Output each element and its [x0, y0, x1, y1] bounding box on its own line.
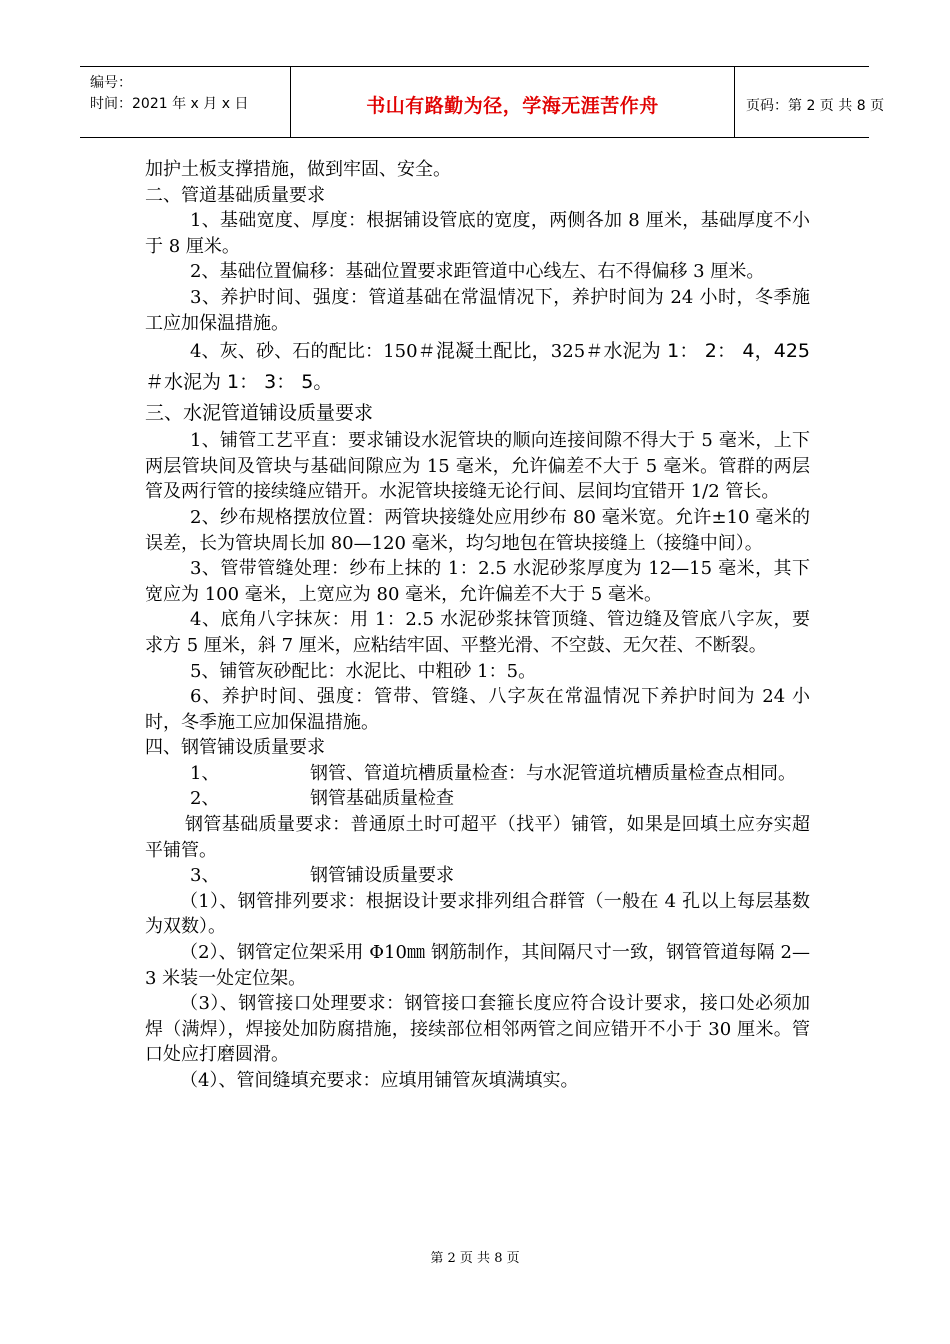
- list-text: 钢管基础质量检查: [310, 788, 454, 810]
- paragraph: 3、管带管缝处理：纱布上抹的 1：2.5 水泥砂浆厚度为 12—15 毫米，其下宽应为 100 毫米，上宽应为 80 毫米，允许偏差不大于 5 毫米。: [145, 558, 810, 605]
- document-body: [145, 157, 810, 1094]
- list-text: 钢管、管道坑槽质量检查：与水泥管道坑槽质量检查点相同。: [310, 762, 796, 784]
- paragraph: 4、底角八字抹灰：用 1：2.5 水泥砂浆抹管顶缝、管边缝及管底八字灰，要求方 5 厘米，斜 7 厘米，应粘结牢固、平整光滑、不空鼓、无欠茬、不断裂。: [145, 609, 810, 656]
- mix-ratio-part: 水泥为 1： 2： 4，425＃水泥为 1： 3： 5。: [145, 340, 810, 394]
- paragraph: （1）、钢管排列要求：根据设计要求排列组合群管（一般在 4 孔以上每层基数为双数）。: [145, 890, 810, 938]
- list-item: [145, 863, 810, 889]
- paragraph: （2）、钢管定位架采用 Φ10㎜ 钢筋制作，其间隔尺寸一致，钢管管道每隔 2—3 米装一处定位架。: [145, 942, 810, 989]
- list-item: [145, 786, 810, 812]
- list-item: [145, 761, 810, 787]
- header-meta-cell: [80, 67, 290, 137]
- paragraph: 1、基础宽度、厚度：根据铺设管底的宽度，两侧各加 8 厘米，基础厚度不小于 8 厘米。: [145, 210, 810, 257]
- paragraph: 3、养护时间、强度：管道基础在常温情况下，养护时间为 24 小时，冬季施工应加保温措施。: [145, 286, 810, 334]
- paragraph: 6、养护时间、强度：管带、管缝、八字灰在常温情况下养护时间为 24 小时，冬季施工应加保温措施。: [145, 686, 810, 733]
- list-number: 1、: [190, 762, 220, 784]
- page-info: 页码：第 2 页 共 8 页: [746, 98, 885, 114]
- list-text: 钢管铺设质量要求: [310, 865, 454, 887]
- paragraph: 1、铺管工艺平直：要求铺设水泥管块的顺向连接间隙不得大于 5 毫米，上下两层管块间及管块与基础间隙应为 15 毫米，允许偏差不大于 5 毫米。管群的两层管及两行管的接续缝应错开。水泥管块接缝无论行间、层间均宜错开 1/2 管长。: [145, 430, 810, 503]
- time-label: 时间：2021 年 x 月 x 日: [90, 96, 249, 112]
- motto: 书山有路勤为径，学海无涯苦作舟: [366, 95, 659, 117]
- page-footer: 第 2 页 共 8 页: [430, 1251, 520, 1266]
- document-header: [80, 66, 885, 138]
- section-heading: 二、管道基础质量要求: [145, 184, 325, 206]
- list-number: 2、: [190, 788, 220, 810]
- paragraph: 5、铺管灰砂配比：水泥比、中粗砂 1：5。: [190, 660, 537, 682]
- section-heading: 四、钢管铺设质量要求: [145, 737, 325, 759]
- paragraph: （3）、钢管接口处理要求：钢管接口套箍长度应符合设计要求，接口处必须加焊（满焊），焊接处加防腐措施，接续部位相邻两管之间应错开不小于 30 厘米。管口处应打磨圆滑。: [145, 993, 810, 1066]
- mix-ratio-paragraph: [145, 336, 810, 398]
- paragraph: 加护土板支撑措施，做到牢固、安全。: [145, 159, 451, 180]
- header-page-cell: [734, 67, 885, 137]
- paragraph: （4）、管间缝填充要求：应填用铺管灰填满填实。: [180, 1070, 579, 1091]
- paragraph: 2、纱布规格摆放位置：两管块接缝处应用纱布 80 毫米宽。允许±10 毫米的误差，长为管块周长加 80—120 毫米，均匀地包在管块接缝上（接缝中间）。: [145, 506, 810, 554]
- list-number: 3、: [190, 865, 220, 887]
- paragraph: 2、基础位置偏移：基础位置要求距管道中心线左、右不得偏移 3 厘米。: [190, 261, 765, 283]
- header-motto-cell: [290, 67, 735, 137]
- serial-label: 编号：: [90, 75, 132, 91]
- mix-ratio-part: 4、灰、砂、石的配比：150＃: [190, 341, 436, 363]
- section-heading: 三、水泥管道铺设质量要求: [145, 402, 374, 425]
- mix-ratio-part: 325＃: [550, 341, 604, 363]
- paragraph: 钢管基础质量要求：普通原土时可超平（找平）铺管，如果是回填土应夯实超平铺管。: [145, 814, 810, 861]
- mix-ratio-part: 混凝土配比，: [435, 340, 551, 363]
